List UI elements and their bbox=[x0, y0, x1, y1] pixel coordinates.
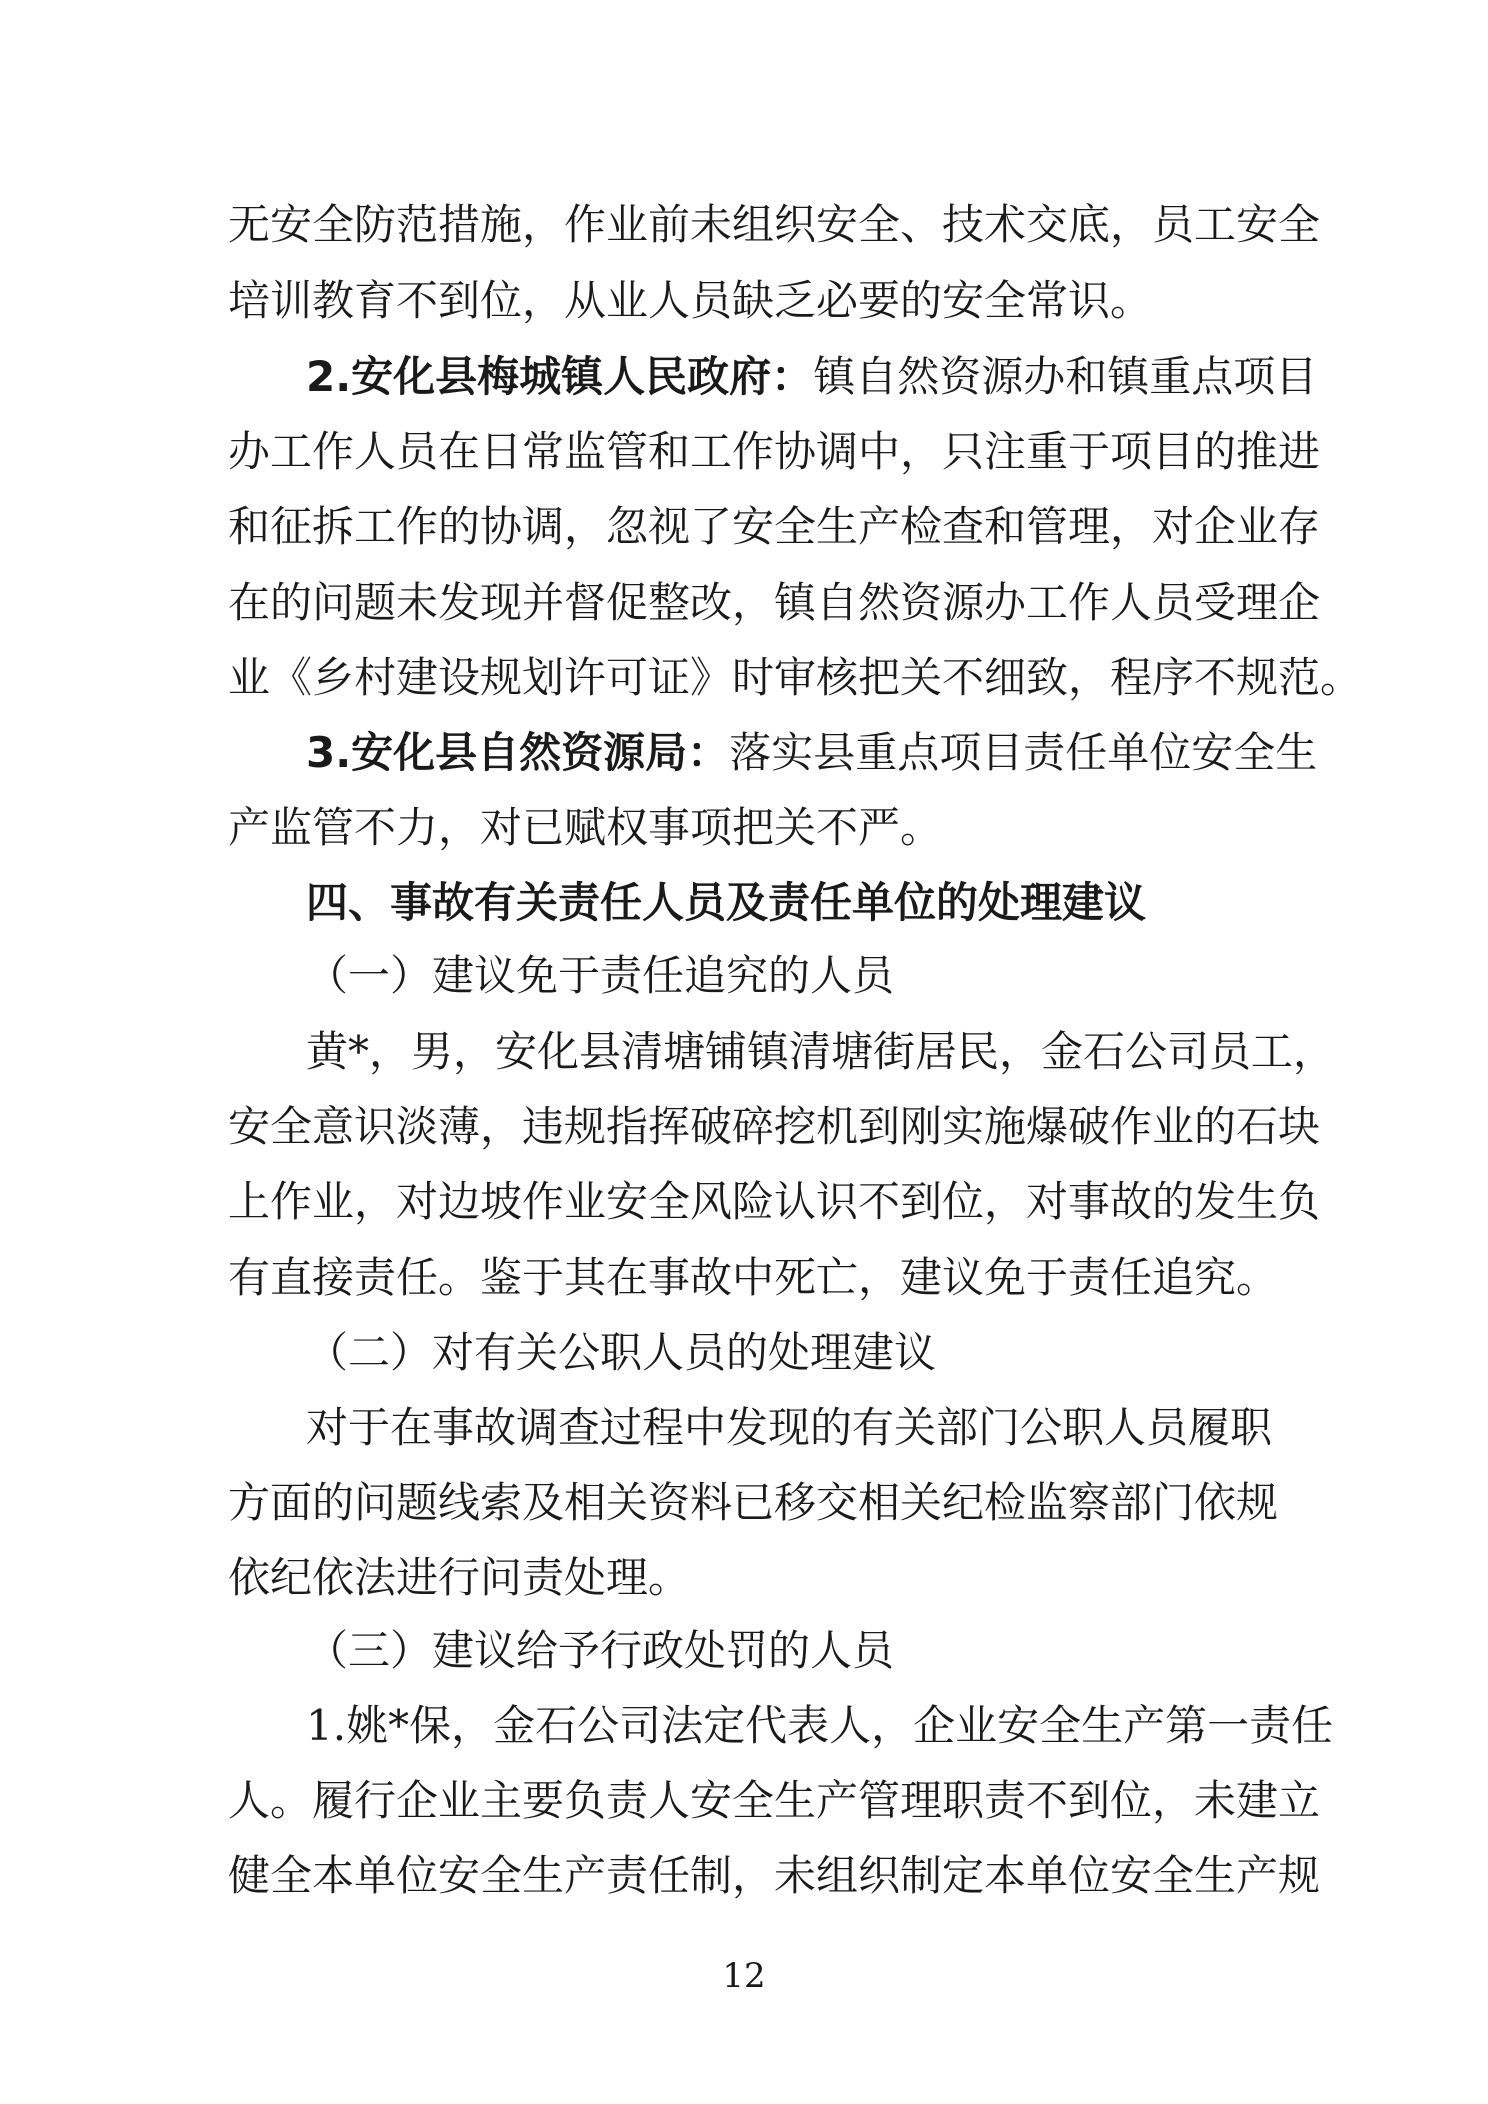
line-text: 依纪依法进行问责处理。 bbox=[228, 1553, 691, 1602]
text-line bbox=[306, 1014, 1336, 1090]
text-line bbox=[228, 414, 1321, 490]
line-text: 安全意识淡薄，违规指挥破碎挖机到刚实施爆破作业的石块 bbox=[228, 1102, 1321, 1151]
text-line bbox=[228, 1763, 1321, 1839]
text-line bbox=[306, 865, 1262, 941]
text-line bbox=[228, 1164, 1321, 1240]
line-text: （三）建议给予行政处罚的人员 bbox=[306, 1626, 895, 1675]
line-text: 人。履行企业主要负责人安全生产管理职责不到位，未建立 bbox=[228, 1776, 1321, 1825]
text-line bbox=[306, 1613, 1262, 1689]
line-text: 培训教育不到位，从业人员缺乏必要的安全常识。 bbox=[228, 276, 1153, 325]
bold-heading: 2.安化县梅城镇人民政府： bbox=[306, 352, 814, 401]
line-text: 产监管不力，对已赋权事项把关不严。 bbox=[228, 803, 943, 852]
text-line bbox=[228, 1089, 1321, 1165]
text-line bbox=[228, 640, 1363, 716]
text-line bbox=[228, 263, 1262, 339]
line-text: 方面的问题线索及相关资料已移交相关纪检监察部门依规 bbox=[228, 1478, 1279, 1527]
line-text: 落实县重点项目责任单位安全生 bbox=[729, 728, 1318, 777]
line-text: 健全本单位安全生产责任制，未组织制定本单位安全生产规 bbox=[228, 1851, 1321, 1900]
text-line bbox=[306, 339, 1318, 415]
line-text: 和征拆工作的协调，忽视了安全生产检查和管理，对企业存 bbox=[228, 502, 1321, 551]
line-text: 上作业，对边坡作业安全风险认识不到位，对事故的发生负 bbox=[228, 1177, 1321, 1226]
line-text: 有直接责任。鉴于其在事故中死亡，建议免于责任追究。 bbox=[228, 1253, 1279, 1302]
line-text: 镇自然资源办和镇重点项目 bbox=[813, 352, 1318, 401]
text-line bbox=[306, 1390, 1273, 1466]
text-line bbox=[228, 1465, 1279, 1541]
text-line bbox=[306, 1315, 1262, 1391]
text-line bbox=[228, 489, 1321, 565]
text-line bbox=[306, 1688, 1334, 1764]
text-line bbox=[306, 715, 1318, 791]
line-text: 黄*，男，安化县清塘铺镇清塘街居民，金石公司员工， bbox=[306, 1027, 1336, 1076]
text-line bbox=[228, 1838, 1321, 1914]
text-line bbox=[228, 1540, 1262, 1616]
line-text: （二）对有关公职人员的处理建议 bbox=[306, 1328, 937, 1377]
page-number: 12 bbox=[722, 1956, 766, 1996]
text-line bbox=[228, 565, 1321, 641]
text-line bbox=[306, 938, 1262, 1014]
line-text: 1.姚*保，金石公司法定代表人，企业安全生产第一责任 bbox=[306, 1701, 1334, 1750]
bold-heading: 3.安化县自然资源局： bbox=[306, 728, 730, 777]
line-text: 无安全防范措施，作业前未组织安全、技术交底，员工安全 bbox=[228, 200, 1321, 249]
line-text: 对于在事故调查过程中发现的有关部门公职人员履职 bbox=[306, 1403, 1273, 1452]
line-text: （一）建议免于责任追究的人员 bbox=[306, 951, 895, 1000]
line-text: 在的问题未发现并督促整改，镇自然资源办工作人员受理企 bbox=[228, 578, 1321, 627]
bold-heading: 四、事故有关责任人员及责任单位的处理建议 bbox=[306, 878, 1147, 927]
text-line bbox=[228, 790, 1262, 866]
line-text: 业《乡村建设规划许可证》时审核把关不细致，程序不规范。 bbox=[228, 653, 1363, 702]
line-text: 办工作人员在日常监管和工作协调中，只注重于项目的推进 bbox=[228, 427, 1321, 476]
text-line bbox=[228, 1240, 1279, 1316]
text-line bbox=[228, 187, 1321, 263]
